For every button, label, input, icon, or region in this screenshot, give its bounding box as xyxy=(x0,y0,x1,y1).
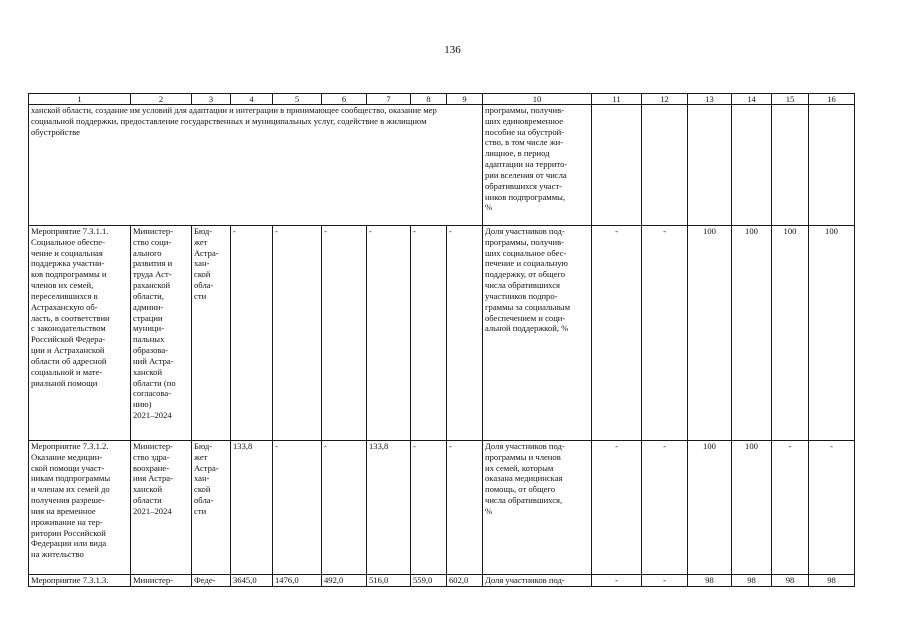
value-cell: - xyxy=(592,441,642,575)
source-cell: Феде- xyxy=(192,575,231,587)
column-number: 16 xyxy=(809,94,855,105)
value-cell: 100 xyxy=(688,441,732,575)
source-cell: Бюд- жет Астра- хан- ской обла- сти xyxy=(192,226,231,441)
funding-cell: 602,0 xyxy=(447,575,483,587)
measure-cell: Мероприятие 7.3.1.2. Оказание медицин- ской помощи участ- никам подпрограммы и членам их семей до получения разреше- ния на временное проживание на тер- ритории Российской Федерации или вида на жительство xyxy=(29,441,131,575)
value-cell: - xyxy=(642,226,688,441)
funding-cell: 133,8 xyxy=(367,441,411,575)
value-cell: - xyxy=(772,441,809,575)
column-number: 7 xyxy=(367,94,411,105)
measure-cell: Мероприятие 7.3.1.1. Социальное обеспе- чение и социальная поддержка участни- ков подпрограммы и членов их семей, переселившихся в Астраханскую об- ласть, в соответствии с законодательством Российской Федера- ции и Астраханской области об адресной социальной и мате- риальной помощи xyxy=(29,226,131,441)
indicator-cell: Доля участников под- программы и членов их семей, которым оказана медицинская помощь, от общего числа обратившихся, % xyxy=(483,441,592,575)
value-cell: - xyxy=(642,441,688,575)
funding-cell: 559,0 xyxy=(411,575,447,587)
measure-cell: Мероприятие 7.3.1.3. xyxy=(29,575,131,587)
value-cell: 98 xyxy=(732,575,772,587)
funding-total-cell: 133,8 xyxy=(231,441,273,575)
funding-total-cell: - xyxy=(231,226,273,441)
column-number: 8 xyxy=(411,94,447,105)
table-row xyxy=(29,575,855,587)
value-cell: 100 xyxy=(732,441,772,575)
value-cell: 100 xyxy=(688,226,732,441)
column-number: 2 xyxy=(131,94,192,105)
funding-cell: 516,0 xyxy=(367,575,411,587)
column-number: 14 xyxy=(732,94,772,105)
indicator-cell: Доля участников под- программы, получив- ших социальное обес- печение и социальную поддержку, от общего числа обратившихся участников подпро- граммы за социальным обеспечением и соци- альной поддержкой, % xyxy=(483,226,592,441)
executor-cell: Министер- xyxy=(131,575,192,587)
column-number: 10 xyxy=(483,94,592,105)
funding-cell: - xyxy=(273,441,322,575)
value-cell: - xyxy=(592,575,642,587)
indicator-cell: Доля участников под- xyxy=(483,575,592,587)
funding-cell: - xyxy=(411,226,447,441)
source-cell: Бюд- жет Астра- хан- ской обла- сти xyxy=(192,441,231,575)
funding-cell: - xyxy=(411,441,447,575)
value-cell: 98 xyxy=(809,575,855,587)
column-number: 9 xyxy=(447,94,483,105)
value-cell: 100 xyxy=(772,226,809,441)
column-number: 12 xyxy=(642,94,688,105)
funding-cell: - xyxy=(447,441,483,575)
value-cell: 98 xyxy=(772,575,809,587)
table-row xyxy=(29,441,855,575)
table-row xyxy=(29,226,855,441)
executor-cell: Министер- ство здра- воохране- ния Астра- ханской области 2021–2024 xyxy=(131,441,192,575)
column-number: 13 xyxy=(688,94,732,105)
funding-total-cell: 3645,0 xyxy=(231,575,273,587)
executor-cell: Министер- ство соци- ального развития и труда Аст- раханской области, админи- страции муници- пальных образова- ний Астра- ханской области (по согласова- нию) 2021–2024 xyxy=(131,226,192,441)
funding-cell: - xyxy=(367,226,411,441)
value-cell: 100 xyxy=(809,226,855,441)
funding-cell: - xyxy=(273,226,322,441)
column-number: 6 xyxy=(322,94,367,105)
column-number: 11 xyxy=(592,94,642,105)
funding-cell: 1476,0 xyxy=(273,575,322,587)
value-cell: 98 xyxy=(688,575,732,587)
page-number: 136 xyxy=(444,44,461,56)
funding-cell: - xyxy=(322,226,367,441)
column-number-row xyxy=(29,94,855,105)
column-number: 15 xyxy=(772,94,809,105)
goal-text: ханской области, создание им условий для адаптации и интеграции в принимающее сообщество, оказание мер социальной поддержки, предоставление государственных и муниципальных услуг, содействие в жилищном обустройстве xyxy=(29,105,483,226)
indicator-text: программы, получив- ших единовременное пособие на обустрой- ство, в том числе жи- лищное, в период адаптации на террито- рии вселения от числа обратившихся участ- ников подпрограммы, % xyxy=(483,105,592,226)
funding-cell: - xyxy=(447,226,483,441)
column-number: 5 xyxy=(273,94,322,105)
column-number: 3 xyxy=(192,94,231,105)
funding-cell: 492,0 xyxy=(322,575,367,587)
value-cell: - xyxy=(642,575,688,587)
column-number: 1 xyxy=(29,94,131,105)
column-number: 4 xyxy=(231,94,273,105)
continuation-row xyxy=(29,105,855,226)
funding-cell: - xyxy=(322,441,367,575)
value-cell: - xyxy=(592,226,642,441)
value-cell: - xyxy=(809,441,855,575)
program-table xyxy=(28,93,855,587)
value-cell: 100 xyxy=(732,226,772,441)
